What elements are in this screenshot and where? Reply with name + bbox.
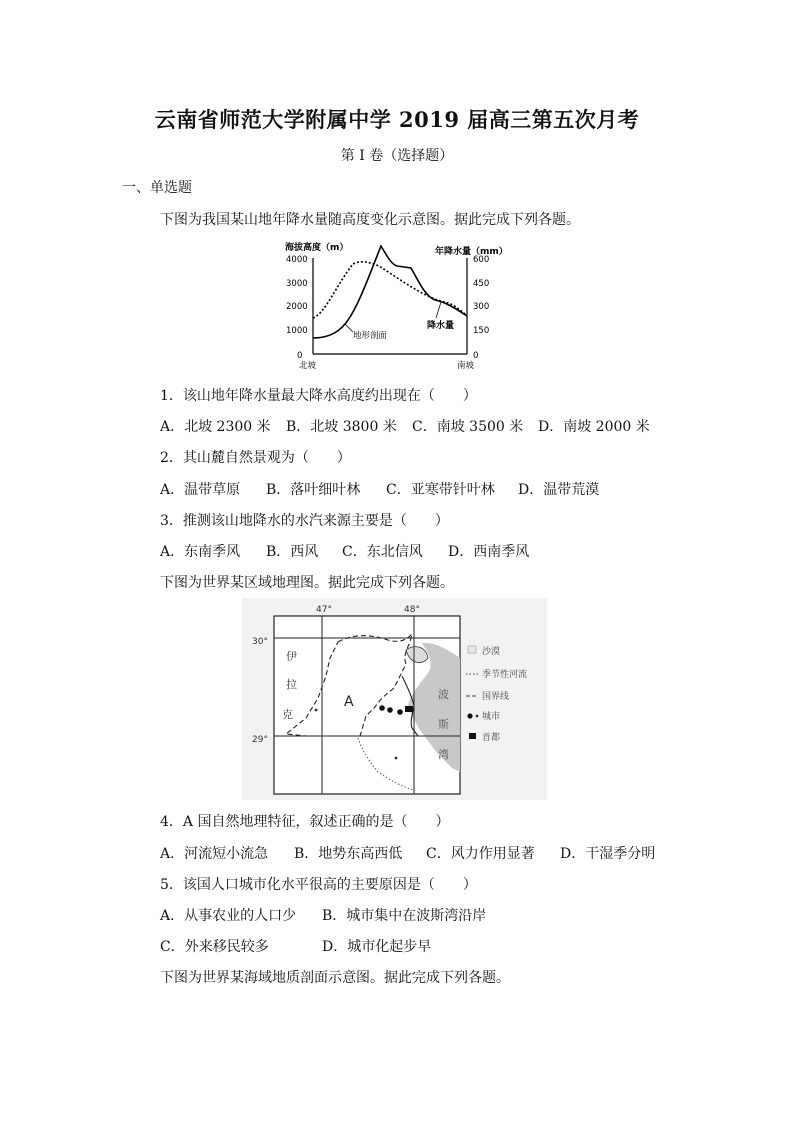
legend-city-label: 城市 xyxy=(482,712,501,722)
x-right-label: 南坡 xyxy=(457,361,475,371)
page-subtitle: 第 I 卷（选择题） xyxy=(340,148,454,164)
q1-option-b: B．北坡 3800 米 xyxy=(286,419,397,435)
section-heading: 一、单选题 xyxy=(122,180,192,196)
lat-30-label: 30° xyxy=(252,637,268,647)
left-tick: 1000 xyxy=(286,326,308,336)
right-axis-title: 年降水量（mm） xyxy=(435,247,508,257)
q2-stem: 2．其山麓自然景观为（ ） xyxy=(160,450,351,466)
intro-2: 下图为世界某区域地理图。据此完成下列各题。 xyxy=(160,575,454,591)
q4-option-c: C．风力作用显著 xyxy=(426,846,535,862)
terrain-label-leader xyxy=(345,324,353,332)
q1-stem: 1．该山地年降水量最大降水高度约出现在（ ） xyxy=(160,388,477,404)
q4-option-b: B．地势东高西低 xyxy=(294,846,403,862)
city-dot xyxy=(387,707,393,713)
x-left-label: 北坡 xyxy=(299,361,317,371)
right-tick: 450 xyxy=(473,279,490,289)
legend-capital-swatch xyxy=(469,733,476,739)
q4-option-d: D．干湿季分明 xyxy=(560,846,656,862)
legend-desert-label: 沙漠 xyxy=(482,647,501,657)
country-a-label: A xyxy=(344,694,354,710)
q2-option-a: A．温带草原 xyxy=(160,482,241,498)
page-title: 云南省师范大学附属中学 2019 届高三第五次月考 xyxy=(154,107,640,132)
right-tick: 300 xyxy=(473,302,490,312)
capital-marker xyxy=(405,706,413,712)
q5-option-b: B．城市集中在波斯湾沿岸 xyxy=(322,908,487,924)
q1-option-c: C．南坡 3500 米 xyxy=(412,419,524,435)
q2-option-c: C．亚寒带针叶林 xyxy=(386,482,495,498)
q3-stem: 3．推测该山地降水的水汽来源主要是（ ） xyxy=(160,513,449,529)
iraq-char-3: 克 xyxy=(282,708,293,721)
legend-river-label: 季节性河流 xyxy=(482,670,528,680)
precip-label-leader xyxy=(436,302,441,318)
legend-city-swatch-small xyxy=(476,715,479,718)
legend-city-swatch xyxy=(467,713,472,718)
q5-option-c: C．外来移民较多 xyxy=(160,939,269,955)
city-dot xyxy=(379,705,385,711)
q3-option-d: D．西南季风 xyxy=(448,544,530,560)
gulf-char-2: 斯 xyxy=(438,718,449,731)
q2-option-d: D．温带荒漠 xyxy=(518,482,600,498)
intro-1: 下图为我国某山地年降水量随高度变化示意图。据此完成下列各题。 xyxy=(160,212,580,228)
left-tick: 3000 xyxy=(286,279,308,289)
q5-option-d: D．城市化起步早 xyxy=(322,939,432,955)
lon-48-label: 48° xyxy=(404,605,420,615)
left-tick: 0 xyxy=(297,351,303,361)
q5-option-a: A．从事农业的人口少 xyxy=(160,908,297,924)
right-tick: 0 xyxy=(473,351,479,361)
q5-stem: 5．该国人口城市化水平很高的主要原因是（ ） xyxy=(160,877,477,893)
lat-29-label: 29° xyxy=(252,735,268,745)
precipitation-line xyxy=(313,262,467,318)
intro-3: 下图为世界某海域地质剖面示意图。据此完成下列各题。 xyxy=(160,970,510,986)
gulf-char-3: 湾 xyxy=(438,748,449,761)
precip-label: 降水量 xyxy=(427,321,455,331)
terrain-label: 地形剖面 xyxy=(353,331,388,341)
q3-option-b: B．西风 xyxy=(266,544,319,560)
q3-option-c: C．东北信风 xyxy=(342,544,423,560)
regional-map-figure xyxy=(242,598,547,800)
precipitation-altitude-figure xyxy=(285,238,510,373)
left-tick: 2000 xyxy=(286,302,308,312)
legend-border-label: 国界线 xyxy=(482,692,510,702)
lon-47-label: 47° xyxy=(316,605,332,615)
legend-capital-label: 首都 xyxy=(482,733,501,743)
q3-option-a: A．东南季风 xyxy=(160,544,241,560)
q4-option-a: A．河流短小流急 xyxy=(160,846,269,862)
legend-desert-swatch xyxy=(468,646,476,653)
left-tick: 4000 xyxy=(286,255,308,265)
left-axis-title: 海拔高度（m） xyxy=(285,243,349,253)
iraq-char-1: 伊 xyxy=(286,650,297,663)
right-tick: 600 xyxy=(473,255,490,265)
q2-option-b: B．落叶细叶林 xyxy=(266,482,361,498)
q1-option-d: D．南坡 2000 米 xyxy=(538,419,650,435)
small-city-dot xyxy=(395,757,398,760)
city-dot xyxy=(397,709,403,715)
gulf-char-1: 波 xyxy=(438,688,449,701)
small-city-dot xyxy=(315,709,318,712)
q4-stem: 4．A 国自然地理特征，叙述正确的是（ ） xyxy=(160,814,450,830)
right-tick: 150 xyxy=(473,326,490,336)
iraq-char-2: 拉 xyxy=(286,678,297,691)
q1-option-a: A．北坡 2300 米 xyxy=(160,419,271,435)
